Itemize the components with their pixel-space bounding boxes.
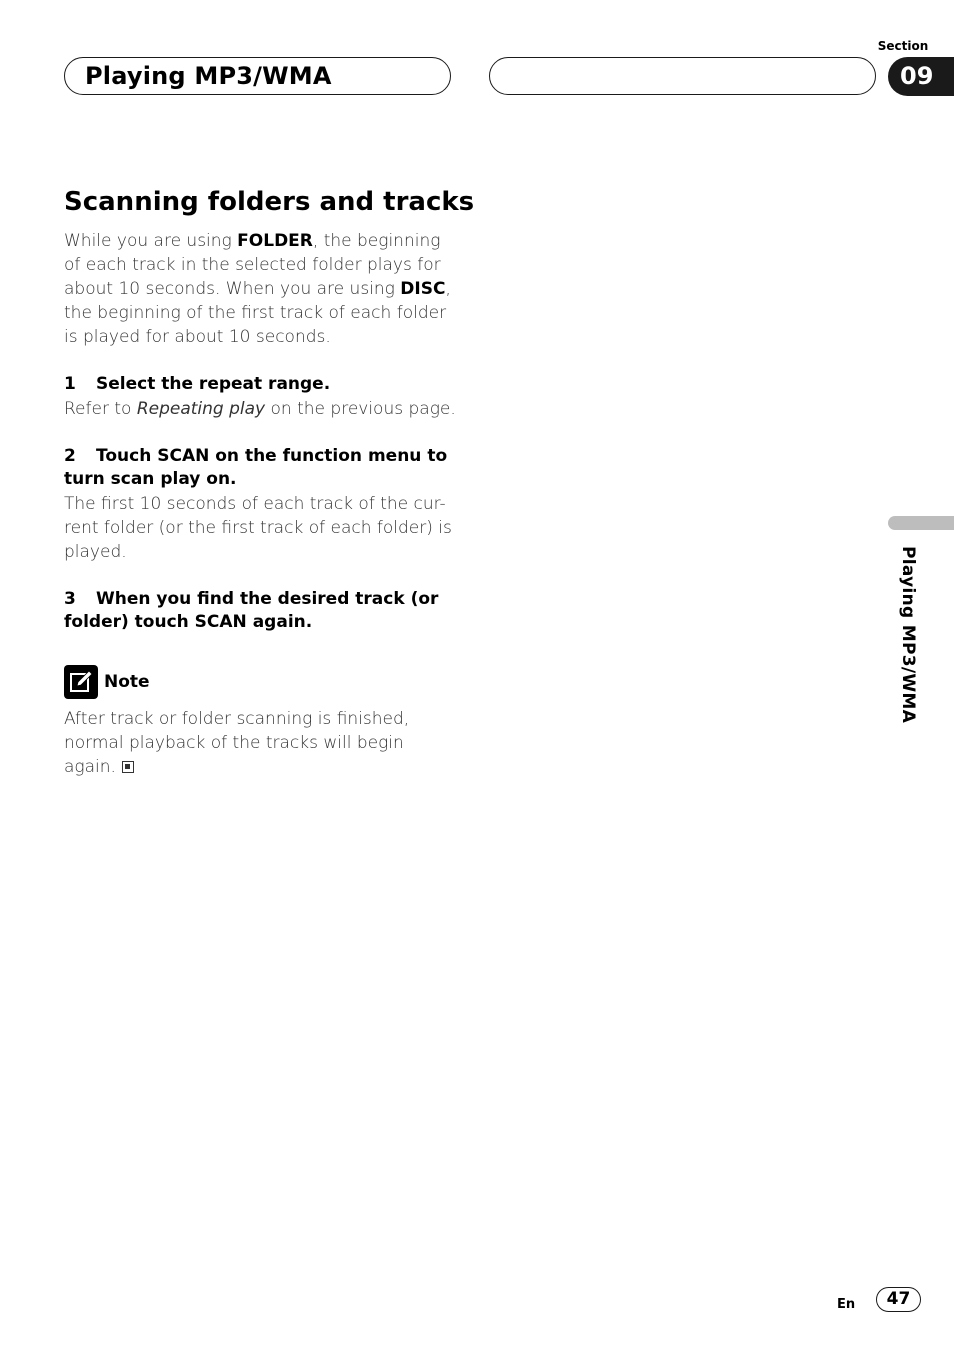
step-2-title xyxy=(64,445,456,492)
main-content xyxy=(64,185,475,779)
side-tab-marker xyxy=(888,516,954,530)
header-title: Playing MP3/WMA xyxy=(85,62,332,90)
end-mark-icon xyxy=(122,761,134,773)
step-1-number: 1 xyxy=(64,374,76,394)
step-3-number: 3 xyxy=(64,588,76,609)
step-1-reference: Repeating play xyxy=(136,398,266,419)
intro-paragraph xyxy=(64,229,456,349)
side-tab-label: Playing MP3/WMA xyxy=(898,546,918,724)
note-header xyxy=(64,665,456,699)
page-number: 47 xyxy=(876,1287,921,1312)
intro-text-3: , the beginning of the first track of each folder is played for about 10 seconds. xyxy=(64,279,451,347)
step-2-number: 2 xyxy=(64,445,76,466)
note-text xyxy=(64,707,456,779)
header-title-pill xyxy=(64,57,451,95)
step-1-body-post: on the previous page. xyxy=(265,398,456,419)
language-label: En xyxy=(837,1297,856,1312)
note-text-body: After track or folder scanning is finished, normal playback of the tracks will begin again. xyxy=(64,708,410,777)
step-3-text: When you find the desired track (or folder) touch SCAN again. xyxy=(64,588,439,632)
note-pencil-icon xyxy=(64,665,98,699)
step-2-text: Touch SCAN on the function menu to turn scan play on. xyxy=(64,445,448,489)
step-1-body-pre: Refer to xyxy=(64,398,137,419)
intro-bold-folder: FOLDER xyxy=(237,231,313,251)
intro-text-2: , the beginning of each track in the selected folder plays for about 10 seconds. When you are using xyxy=(64,231,441,299)
step-3-title xyxy=(64,588,456,635)
step-1-title xyxy=(64,373,456,397)
section-label: Section xyxy=(877,39,929,53)
step-1-text: Select the repeat range. xyxy=(96,374,331,394)
step-1-body xyxy=(64,397,456,421)
intro-text-1: While you are using xyxy=(64,231,238,251)
page-heading: Scanning folders and tracks xyxy=(64,187,475,217)
section-number-badge: 09 xyxy=(888,57,954,96)
step-2-body: The first 10 seconds of each track of the cur-rent folder (or the first track of each folder) is played. xyxy=(64,493,452,562)
header-empty-pill xyxy=(489,57,876,95)
note-label: Note xyxy=(104,671,150,692)
intro-bold-disc: DISC xyxy=(400,279,446,299)
